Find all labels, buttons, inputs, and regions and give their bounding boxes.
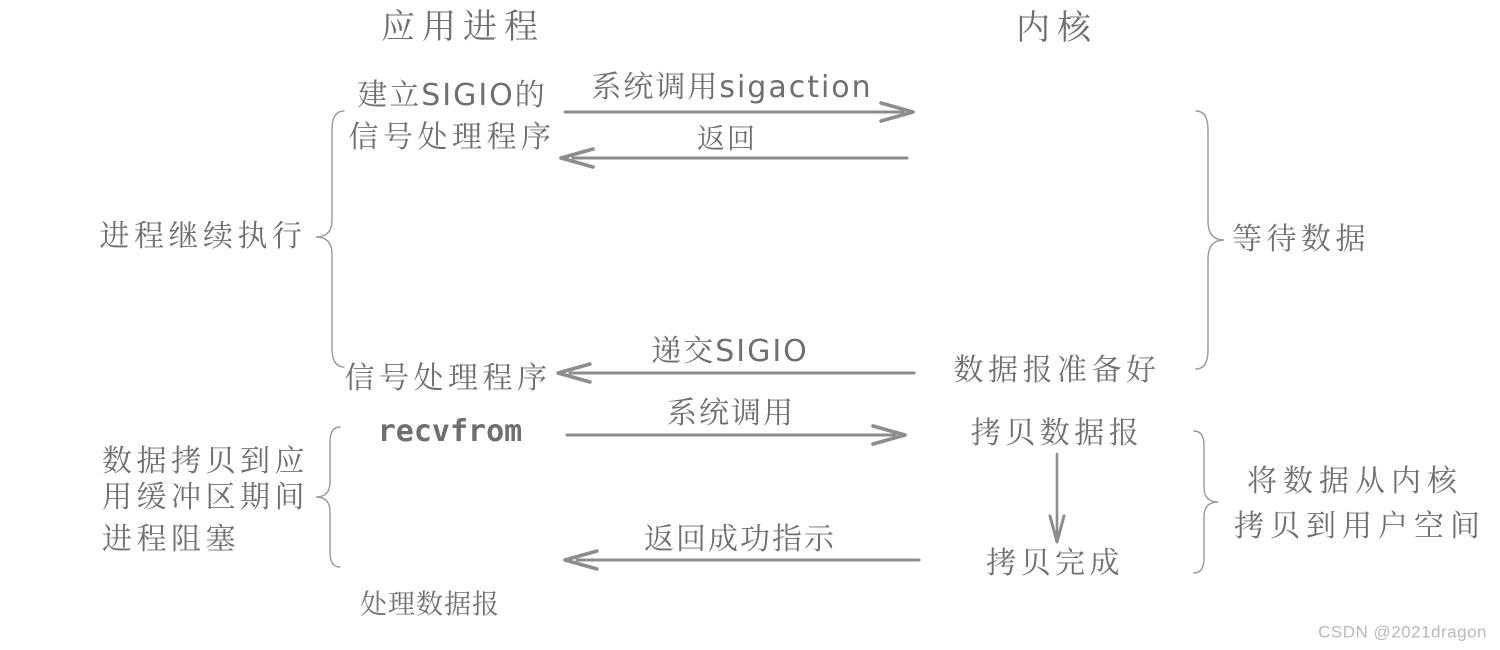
signal-handler-label: 信号处理程序 [344, 361, 552, 396]
copy-complete-label: 拷贝完成 [986, 546, 1124, 581]
note-kernel-copy-line1: 将数据从内核 [1247, 464, 1463, 499]
arrow-right-system-call [565, 422, 907, 448]
arrow-left-return [559, 145, 909, 171]
arrow-label-system-call: 系统调用 [667, 396, 795, 431]
arrow-label-return-success: 返回成功指示 [644, 522, 836, 557]
arrow-down-copy [1047, 452, 1067, 548]
recvfrom-label: recvfrom [377, 414, 523, 449]
left-brace-process-continues [314, 110, 346, 368]
note-process-continues: 进程继续执行 [99, 219, 307, 254]
arrow-label-deliver-sigio: 递交SIGIO [651, 334, 809, 369]
process-datagram-label: 处理数据报 [360, 589, 500, 621]
note-wait-data: 等待数据 [1232, 222, 1370, 257]
arrow-label-return: 返回 [696, 122, 758, 155]
left-brace-copy-blocking [314, 426, 342, 568]
arrow-left-return-success [563, 547, 921, 573]
note-copy-blocking-line1: 数据拷贝到应 [102, 444, 309, 479]
note-copy-blocking-line2: 用缓冲区期间 [102, 480, 309, 515]
right-brace-wait-data [1194, 110, 1226, 370]
arrow-label-sigaction-call: 系统调用sigaction [591, 70, 873, 105]
note-kernel-copy-line2: 拷贝到用户空间 [1234, 509, 1486, 544]
setup-sigio-label-line1: 建立SIGIO的 [357, 78, 547, 113]
datagram-ready-label: 数据报准备好 [953, 353, 1161, 388]
csdn-watermark: CSDN @2021dragon [1318, 622, 1487, 642]
column-header-application-process: 应用进程 [381, 7, 545, 47]
note-copy-blocking-line3: 进程阻塞 [102, 522, 240, 557]
setup-sigio-label-line2: 信号处理程序 [348, 120, 556, 155]
right-brace-kernel-copy [1192, 430, 1220, 574]
column-header-kernel: 内核 [1016, 8, 1098, 48]
arrow-left-deliver-sigio [556, 360, 916, 386]
copy-datagram-label: 拷贝数据报 [970, 416, 1144, 451]
